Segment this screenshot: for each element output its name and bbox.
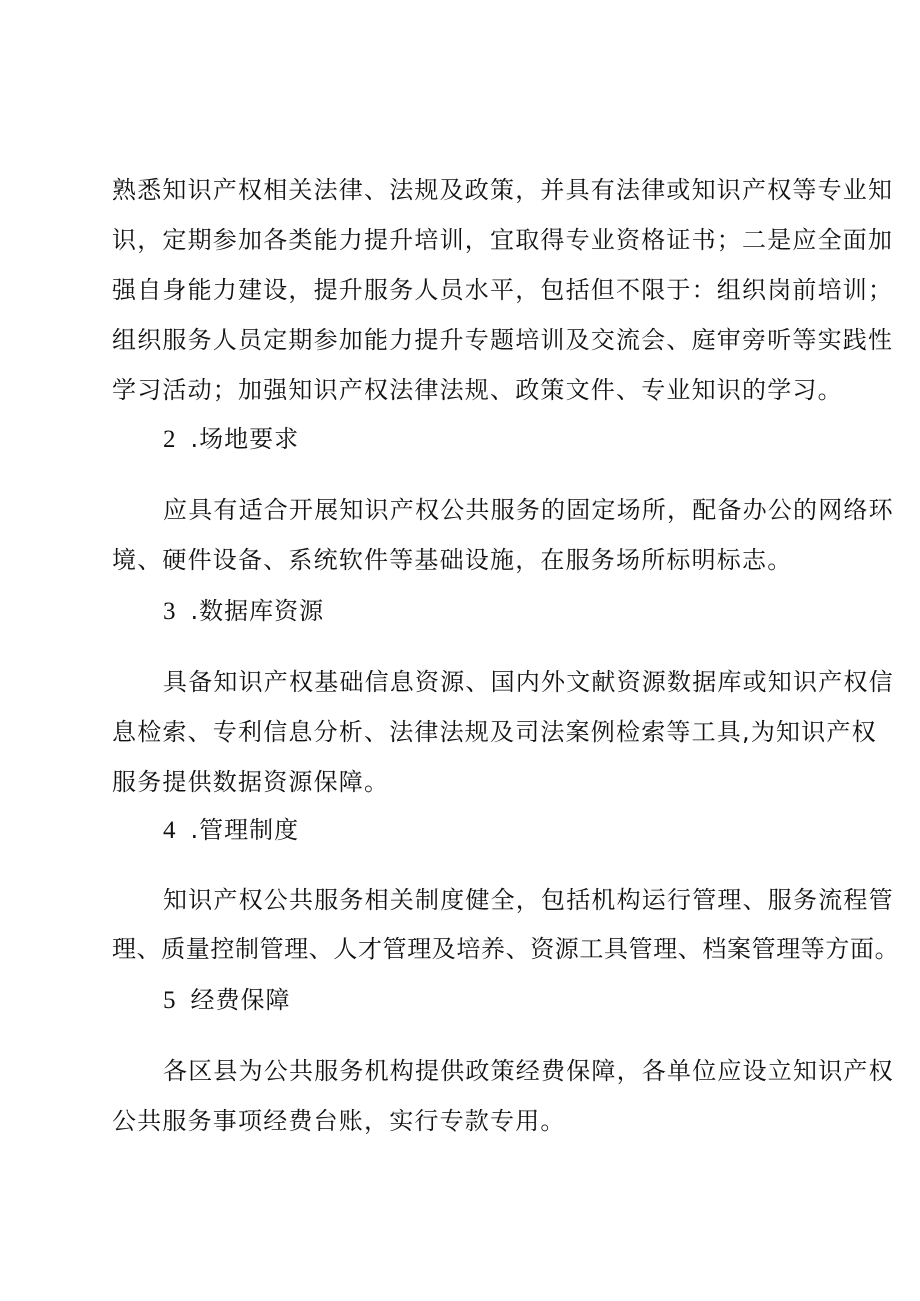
section-number: 2	[163, 426, 177, 453]
text-line: 强自身能力建设，提升服务人员水平，包括但不限于：组织岗前培训；	[112, 276, 894, 304]
text-line: 各区县为公共服务机构提供政策经费保障，各单位应设立知识产权	[163, 1057, 894, 1085]
section-title: .管理制度	[190, 816, 300, 844]
section-heading-venue	[163, 424, 299, 455]
text-line: 识，定期参加各类能力提升培训，宜取得专业资格证书；二是应全面加	[112, 226, 894, 254]
text-line: 息检索、专利信息分析、法律法规及司法案例检索等工具,为知识产权	[112, 718, 877, 746]
text-line: 境、硬件设备、系统软件等基础设施，在服务场所标明标志。	[112, 546, 793, 574]
text-line: 熟悉知识产权相关法律、法规及政策，并具有法律或知识产权等专业知	[112, 176, 894, 204]
section-title: .场地要求	[190, 425, 300, 453]
section-heading-funding	[163, 985, 291, 1016]
section-title: 经费保障	[190, 986, 291, 1014]
section-heading-management	[163, 815, 299, 846]
text-line: 服务提供数据资源保障。	[112, 768, 390, 796]
text-line: 具备知识产权基础信息资源、国内外文献资源数据库或知识产权信	[163, 668, 894, 696]
text-line: 知识产权公共服务相关制度健全，包括机构运行管理、服务流程管	[163, 886, 894, 914]
section-title: .数据库资源	[190, 597, 325, 625]
text-line: 应具有适合开展知识产权公共服务的固定场所，配备办公的网络环	[163, 496, 894, 524]
section-number: 5	[163, 987, 177, 1014]
text-line: 学习活动；加强知识产权法律法规、政策文件、专业知识的学习。	[112, 376, 843, 404]
text-line: 组织服务人员定期参加能力提升专题培训及交流会、庭审旁听等实践性	[112, 326, 894, 354]
section-number: 4	[163, 817, 177, 844]
text-line: 理、质量控制管理、人才管理及培养、资源工具管理、档案管理等方面。	[112, 935, 900, 963]
section-number: 3	[163, 598, 177, 625]
text-line: 公共服务事项经费台账，实行专款专用。	[112, 1107, 566, 1135]
section-heading-database	[163, 596, 324, 627]
